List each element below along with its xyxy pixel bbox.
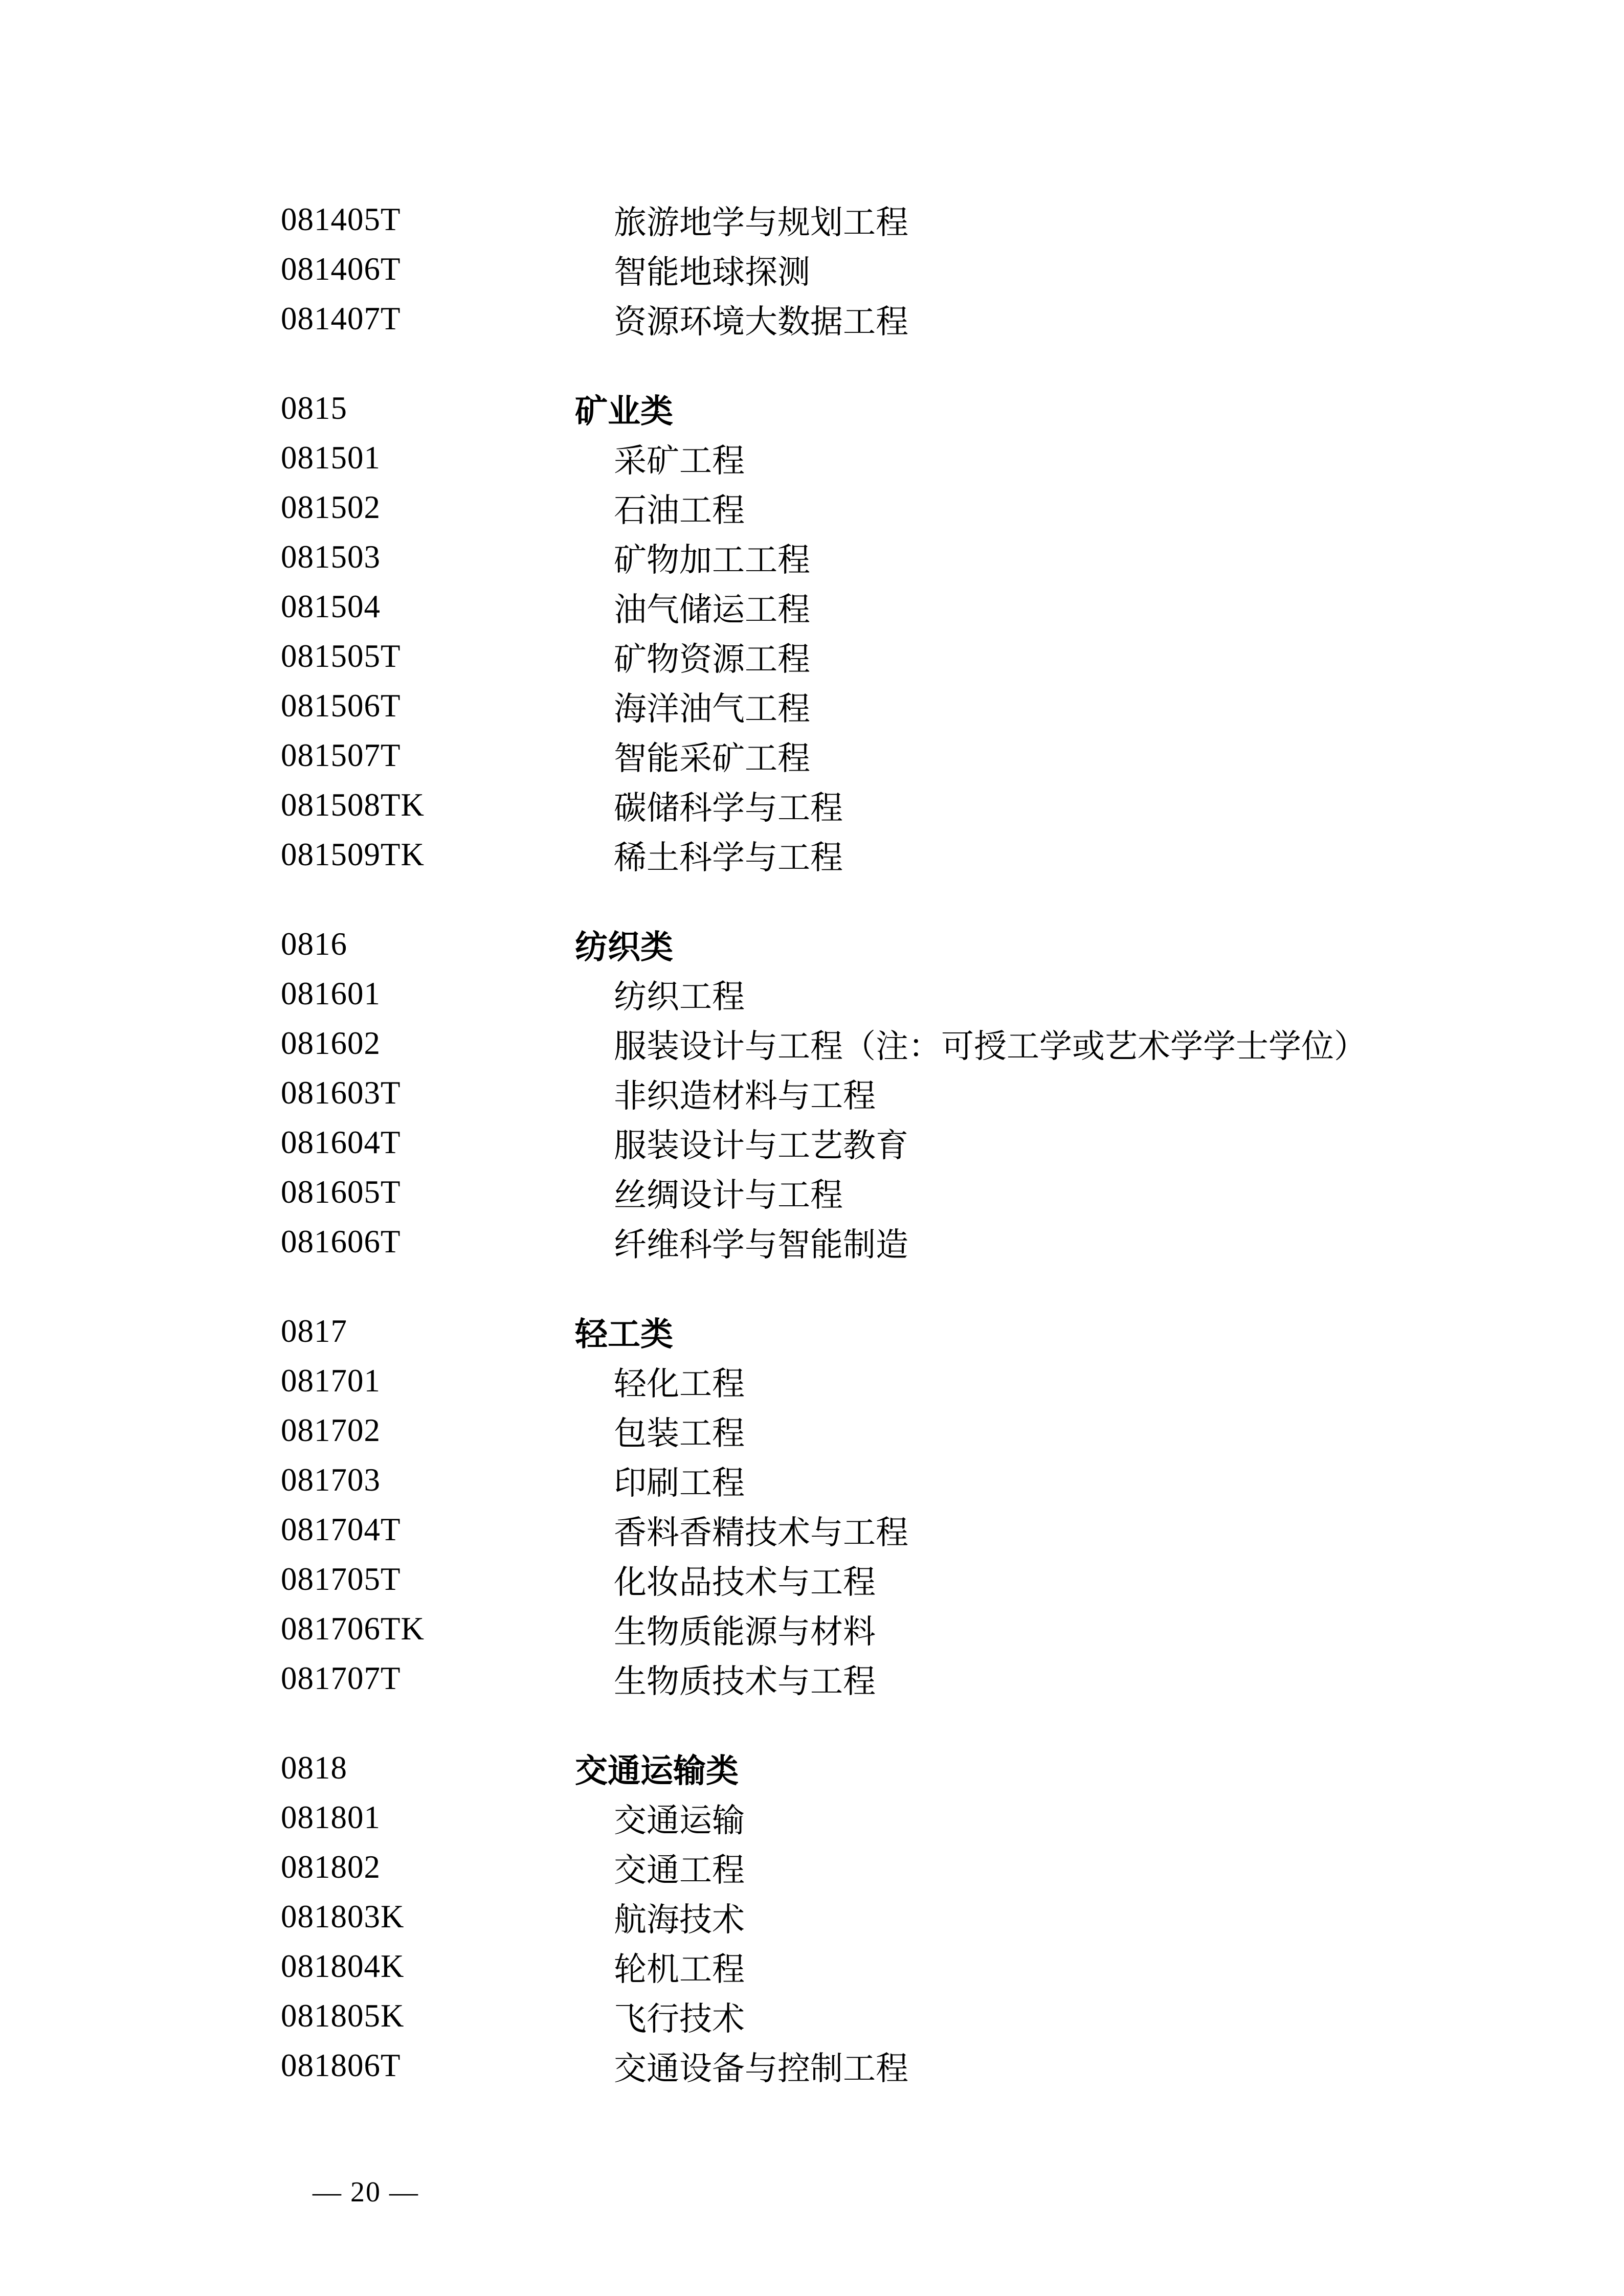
major-name: 海洋油气工程 <box>614 690 810 727</box>
major-code: 081501 <box>281 440 381 476</box>
major-name: 交通运输 <box>614 1802 745 1839</box>
section-code: 0818 <box>281 1750 347 1786</box>
major-code: 081604T <box>281 1124 401 1160</box>
catalog-row <box>0 2041 1624 2090</box>
catalog-row <box>0 780 1624 830</box>
catalog-row <box>0 1118 1624 1167</box>
major-name: 包装工程 <box>614 1415 745 1452</box>
section-header-row <box>0 384 1624 433</box>
major-code: 081605T <box>281 1174 401 1210</box>
catalog-row <box>0 830 1624 880</box>
major-name: 化妆品技术与工程 <box>614 1564 876 1601</box>
major-name: 石油工程 <box>614 492 745 529</box>
major-code: 081601 <box>281 976 381 1011</box>
section-code: 0817 <box>281 1313 347 1349</box>
section-header-row <box>0 1743 1624 1793</box>
section-name: 轻工类 <box>575 1315 673 1353</box>
major-name: 纺织工程 <box>614 978 745 1015</box>
major-code: 081509TK <box>281 837 425 872</box>
major-name: 碳储科学与工程 <box>614 790 843 826</box>
major-code: 081406T <box>281 251 401 287</box>
major-code: 081407T <box>281 301 401 336</box>
catalog-row <box>0 1068 1624 1118</box>
catalog-row <box>0 969 1624 1019</box>
major-code: 081801 <box>281 1799 381 1835</box>
page-number: — 20 — <box>313 2176 419 2208</box>
major-name: 矿物资源工程 <box>614 641 810 678</box>
catalog-row <box>0 1842 1624 1892</box>
major-code: 081504 <box>281 589 381 624</box>
catalog-row <box>0 195 1624 244</box>
catalog-body <box>0 195 1624 2090</box>
catalog-row <box>0 1167 1624 1217</box>
major-code: 081805K <box>281 1998 405 2034</box>
section-header-row <box>0 1307 1624 1356</box>
major-name: 飞行技术 <box>614 2000 745 2037</box>
major-name: 生物质能源与材料 <box>614 1613 876 1650</box>
catalog-row <box>0 244 1624 294</box>
catalog-row <box>0 294 1624 344</box>
major-code: 081502 <box>281 489 381 525</box>
major-name: 采矿工程 <box>614 442 745 479</box>
section-name: 交通运输类 <box>575 1752 739 1789</box>
major-code: 081702 <box>281 1412 381 1448</box>
catalog-row <box>0 1406 1624 1455</box>
section-code: 0815 <box>281 390 347 426</box>
section-code: 0816 <box>281 926 347 962</box>
major-name: 资源环境大数据工程 <box>614 303 908 340</box>
major-code: 081706TK <box>281 1611 425 1647</box>
major-name: 旅游地学与规划工程 <box>614 204 908 241</box>
catalog-row <box>0 483 1624 532</box>
major-code: 081602 <box>281 1025 381 1061</box>
section-name: 纺织类 <box>575 928 673 965</box>
major-name: 油气储运工程 <box>614 591 810 628</box>
major-code: 081806T <box>281 2047 401 2083</box>
major-code: 081703 <box>281 1462 381 1498</box>
catalog-row <box>0 1217 1624 1267</box>
catalog-row <box>0 582 1624 632</box>
major-name: 生物质技术与工程 <box>614 1663 876 1700</box>
catalog-row <box>0 1455 1624 1505</box>
major-name: 印刷工程 <box>614 1465 745 1501</box>
catalog-row <box>0 1654 1624 1703</box>
major-code: 081508TK <box>281 787 425 823</box>
catalog-row <box>0 1942 1624 1991</box>
catalog-row <box>0 632 1624 681</box>
major-code: 081701 <box>281 1363 381 1399</box>
catalog-row <box>0 1555 1624 1604</box>
major-code: 081803K <box>281 1899 405 1934</box>
major-code: 081606T <box>281 1224 401 1259</box>
major-name: 纤维科学与智能制造 <box>614 1226 908 1263</box>
major-name: 稀土科学与工程 <box>614 839 843 876</box>
major-name: 香料香精技术与工程 <box>614 1514 908 1551</box>
catalog-row <box>0 1793 1624 1842</box>
major-name: 丝绸设计与工程 <box>614 1177 843 1213</box>
major-name: 智能采矿工程 <box>614 740 810 777</box>
page-footer <box>313 2176 419 2209</box>
catalog-row <box>0 731 1624 780</box>
major-name: 服装设计与工程（注：可授工学或艺术学学士学位） <box>614 1028 1367 1065</box>
catalog-row <box>0 1505 1624 1555</box>
major-name: 矿物加工工程 <box>614 542 810 578</box>
major-code: 081506T <box>281 688 401 724</box>
major-code: 081707T <box>281 1660 401 1696</box>
catalog-row <box>0 433 1624 483</box>
major-code: 081505T <box>281 638 401 674</box>
catalog-row <box>0 1019 1624 1068</box>
major-code: 081405T <box>281 201 401 237</box>
section-header-row <box>0 919 1624 969</box>
major-code: 081804K <box>281 1948 405 1984</box>
catalog-row <box>0 532 1624 582</box>
major-code: 081507T <box>281 737 401 773</box>
section-name: 矿业类 <box>575 392 673 430</box>
catalog-row <box>0 681 1624 731</box>
major-code: 081802 <box>281 1849 381 1885</box>
catalog-row <box>0 1892 1624 1942</box>
major-name: 航海技术 <box>614 1901 745 1938</box>
major-code: 081704T <box>281 1512 401 1547</box>
major-code: 081603T <box>281 1075 401 1111</box>
major-name: 交通工程 <box>614 1852 745 1888</box>
major-name: 交通设备与控制工程 <box>614 2050 908 2087</box>
catalog-row <box>0 1604 1624 1654</box>
major-name: 轻化工程 <box>614 1365 745 1402</box>
major-code: 081503 <box>281 539 381 575</box>
catalog-row <box>0 1991 1624 2041</box>
major-code: 081705T <box>281 1561 401 1597</box>
major-name: 非织造材料与工程 <box>614 1077 876 1114</box>
catalog-row <box>0 1356 1624 1406</box>
major-name: 服装设计与工艺教育 <box>614 1127 908 1164</box>
major-name: 轮机工程 <box>614 1951 745 1988</box>
major-name: 智能地球探测 <box>614 254 810 290</box>
